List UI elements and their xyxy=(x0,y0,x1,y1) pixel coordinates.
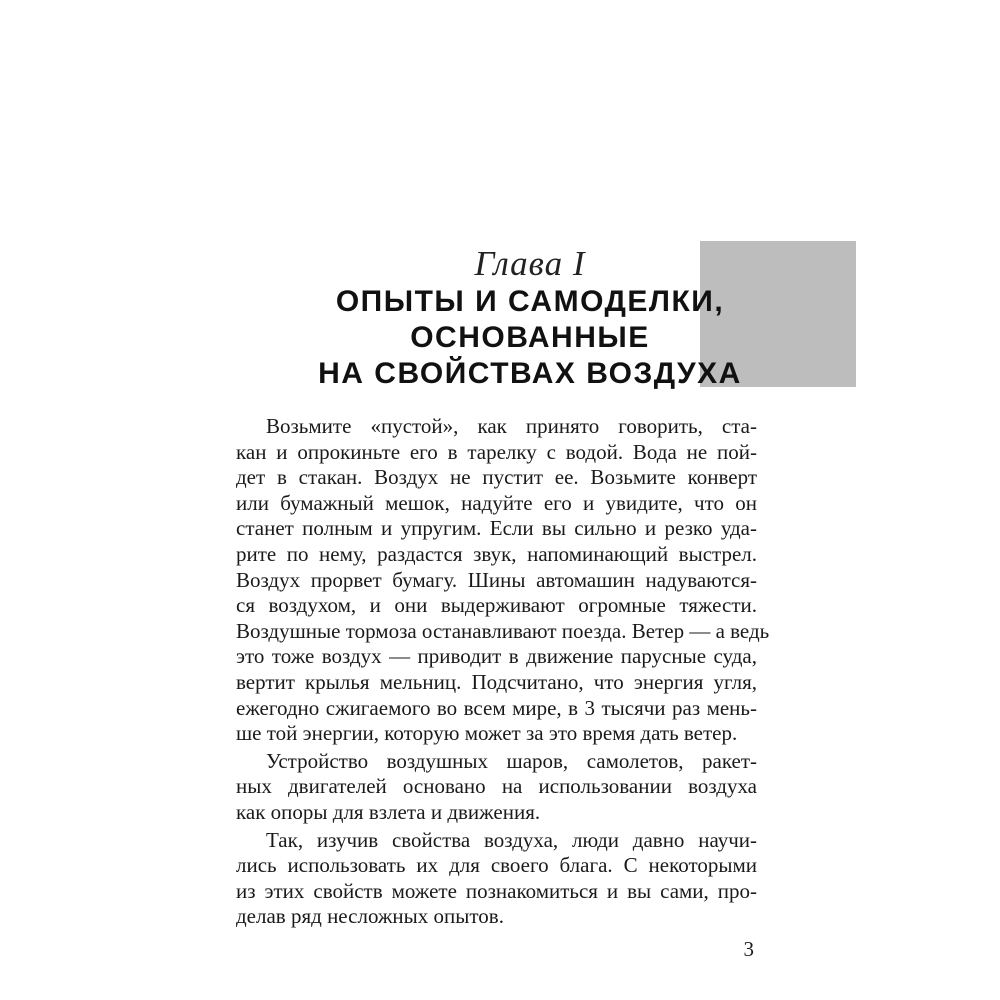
text-line: ежегодно сжигаемого во всем мире, в 3 тысячи раз мень- xyxy=(236,695,757,720)
text-line: Воздух прорвет бумагу. Шины автомашин надуваются- xyxy=(236,567,757,592)
text-line: кан и опрокиньте его в тарелку с водой. Вода не пой- xyxy=(236,439,757,464)
text-line: вертит крылья мельниц. Подсчитано, что энергия угля, xyxy=(236,669,757,694)
page-number: 3 xyxy=(743,937,754,961)
text-line: дет в стакан. Воздух не пустит ее. Возьмите конверт xyxy=(236,465,757,490)
text-line: Устройство воздушных шаров, самолетов, ракет- xyxy=(266,748,757,773)
text-line: из этих свойств можете познакомиться и вы сами, про- xyxy=(236,878,757,903)
chapter-title xyxy=(240,284,820,392)
text-line: это тоже воздух — приводит в движение парусные суда, xyxy=(236,644,757,669)
chapter-label: Глава I xyxy=(474,244,586,283)
text-line: или бумажный мешок, надуйте его и увидите, что он xyxy=(236,490,757,515)
text-line: Возьмите «пустой», как принято говорить, ста- xyxy=(266,414,757,438)
text-line: лись использовать их для своего блага. С некоторыми xyxy=(236,853,757,878)
paragraph xyxy=(236,828,757,930)
chapter-title-line: ОСНОВАННЫЕ xyxy=(410,321,650,354)
text-line: Воздушные тормоза останавливают поезда. Ветер — а ведь xyxy=(236,618,770,643)
text-line: ше той энергии, которую может за это время дать ветер. xyxy=(236,721,738,746)
text-line: ся воздухом, и они выдерживают огромные тяжести. xyxy=(236,593,757,618)
text-line: станет полным и упругим. Если вы сильно и резко уда- xyxy=(236,516,757,541)
text-line: ных двигателей основано на использовании воздуха xyxy=(236,774,757,799)
text-line: делав ряд несложных опытов. xyxy=(236,904,504,929)
paragraph xyxy=(236,414,770,747)
chapter-heading xyxy=(240,244,820,392)
text-line: Так, изучив свойства воздуха, люди давно научи- xyxy=(266,827,757,852)
text-line: как опоры для взлета и движения. xyxy=(236,799,541,824)
paragraph xyxy=(236,749,757,826)
chapter-title-line: ОПЫТЫ И САМОДЕЛКИ, xyxy=(335,285,725,318)
chapter-title-line: НА СВОЙСТВАХ ВОЗДУХА xyxy=(318,357,742,390)
body-text xyxy=(236,414,770,930)
text-line: рите по нему, раздастся звук, напоминающий выстрел. xyxy=(236,541,757,566)
